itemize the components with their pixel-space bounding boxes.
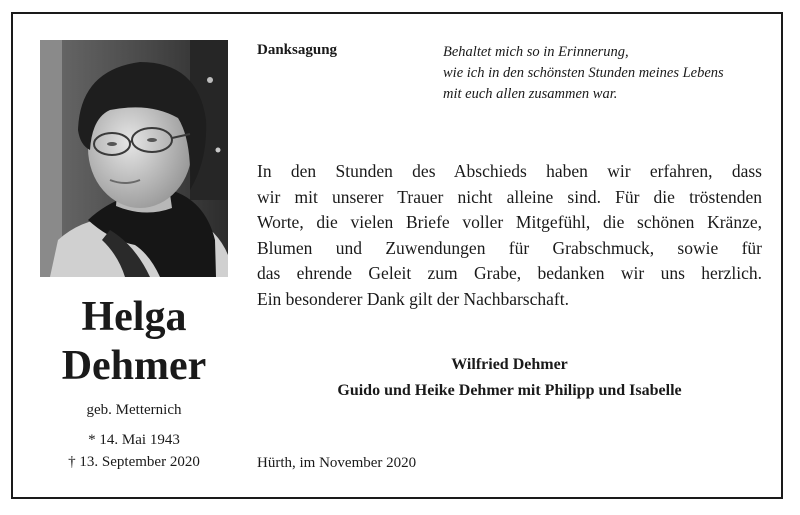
death-date: † 13. September 2020 [68, 454, 200, 470]
signer-name: Guido und Heike Dehmer mit Philipp und Isabelle [337, 382, 682, 399]
message-line: Worte, die vielen Briefe voller Mitgefühl, die schönen Kränze, [257, 212, 762, 233]
poem-quote [443, 42, 724, 105]
place-and-date: Hürth, im November 2020 [257, 455, 417, 471]
maiden-name: geb. Metternich [86, 402, 182, 418]
portrait-illustration [40, 40, 228, 277]
birth-date: * 14. Mai 1943 [88, 432, 180, 448]
notice-heading: Danksagung [257, 42, 338, 58]
portrait-photo [40, 40, 228, 277]
signer-name: Wilfried Dehmer [451, 356, 568, 373]
deceased-first-name: Helga [81, 294, 187, 340]
message-line: wir mit unserer Trauer nicht alleine sind. Für die tröstenden [257, 186, 762, 207]
poem-line: Behaltet mich so in Erinnerung, [443, 44, 629, 60]
message-line: Blumen und Zuwendungen für Grabschmuck, sowie für [257, 237, 762, 258]
poem-line: wie ich in den schönsten Stunden meines Lebens [443, 65, 724, 81]
message-line: das ehrende Geleit zum Grabe, bedanken wir uns herzlich. [257, 263, 762, 284]
poem-line: mit euch allen zusammen war. [443, 86, 618, 102]
deceased-last-name: Dehmer [61, 343, 207, 389]
message-line: In den Stunden des Abschieds haben wir erfahren, dass [257, 161, 762, 181]
thank-you-message [257, 159, 762, 313]
message-line: Ein besonderer Dank gilt der Nachbarschaft. [257, 288, 569, 309]
